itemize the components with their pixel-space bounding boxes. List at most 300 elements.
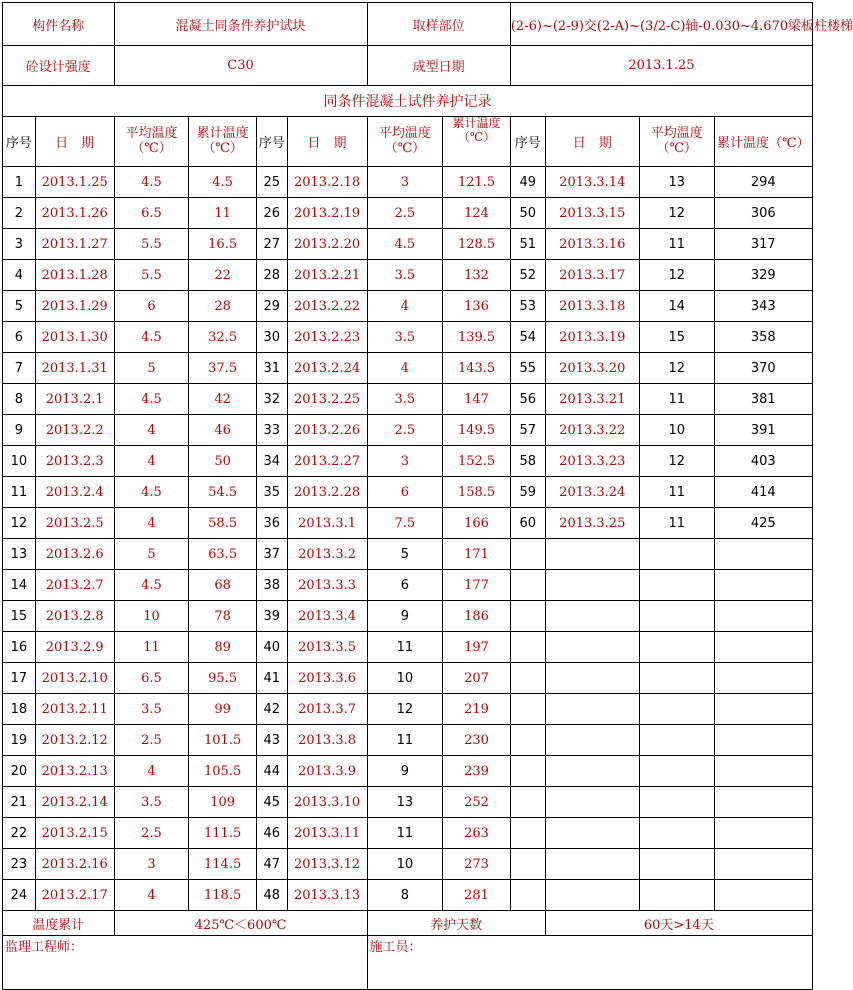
cell-date: 2013.3.7 xyxy=(287,694,367,725)
cell-cum: 158.5 xyxy=(443,477,511,508)
cell-cum: 128.5 xyxy=(443,229,511,260)
cell-date: 2013.3.1 xyxy=(287,508,367,539)
cell-avg xyxy=(639,849,714,880)
cell-seq: 7 xyxy=(3,353,36,384)
header-row-component xyxy=(3,3,813,46)
cell-seq xyxy=(510,756,545,787)
cell-date: 2013.2.15 xyxy=(35,818,114,849)
col-header-date: 日 期 xyxy=(545,117,639,167)
col-header-cum-temp: 累计温度（℃） xyxy=(443,117,511,167)
cell-avg: 5 xyxy=(114,539,189,570)
cell-avg: 9 xyxy=(367,756,443,787)
builder-label: 施工员： xyxy=(367,936,813,990)
cell-seq: 53 xyxy=(510,291,545,322)
cell-cum xyxy=(714,787,812,818)
cell-seq: 8 xyxy=(3,384,36,415)
table-row xyxy=(3,415,813,446)
sampling-value: (2-6)~(2-9)交(2-A)~(3/2-C)轴-0.030~4.670梁板柱楼梯 xyxy=(510,3,812,46)
cell-date: 2013.3.10 xyxy=(287,787,367,818)
cell-seq: 6 xyxy=(3,322,36,353)
cell-avg xyxy=(639,725,714,756)
cell-date: 2013.2.19 xyxy=(287,198,367,229)
cell-date: 2013.2.14 xyxy=(35,787,114,818)
cell-seq xyxy=(510,663,545,694)
cell-avg: 11 xyxy=(639,229,714,260)
cell-cum xyxy=(714,849,812,880)
cell-avg: 3.5 xyxy=(114,694,189,725)
cell-date xyxy=(545,570,639,601)
cell-seq: 3 xyxy=(3,229,36,260)
cell-seq: 47 xyxy=(256,849,287,880)
cell-cum: 132 xyxy=(443,260,511,291)
table-row xyxy=(3,198,813,229)
col-header-avg-temp: 平均温度（℃） xyxy=(114,117,189,167)
table-row xyxy=(3,663,813,694)
cell-seq: 17 xyxy=(3,663,36,694)
curing-days-value: 60天>14天 xyxy=(545,911,812,936)
cell-cum: 22 xyxy=(189,260,257,291)
cell-seq xyxy=(510,818,545,849)
cell-date: 2013.2.16 xyxy=(35,849,114,880)
cell-seq: 14 xyxy=(3,570,36,601)
cell-avg: 11 xyxy=(114,632,189,663)
cell-seq: 9 xyxy=(3,415,36,446)
curing-days-label: 养护天数 xyxy=(367,911,545,936)
cell-avg: 4 xyxy=(114,446,189,477)
cell-cum: 78 xyxy=(189,601,257,632)
cell-seq: 44 xyxy=(256,756,287,787)
cell-cum: 50 xyxy=(189,446,257,477)
cell-cum: 114.5 xyxy=(189,849,257,880)
cell-avg: 5.5 xyxy=(114,260,189,291)
table-row xyxy=(3,880,813,911)
cell-date: 2013.3.19 xyxy=(545,322,639,353)
cell-seq xyxy=(510,880,545,911)
cell-cum: 263 xyxy=(443,818,511,849)
cell-cum: 152.5 xyxy=(443,446,511,477)
table-row xyxy=(3,229,813,260)
cell-cum xyxy=(714,725,812,756)
cell-date: 2013.1.27 xyxy=(35,229,114,260)
cell-date: 2013.2.3 xyxy=(35,446,114,477)
cell-cum: 252 xyxy=(443,787,511,818)
cell-cum: 105.5 xyxy=(189,756,257,787)
cell-cum: 317 xyxy=(714,229,812,260)
cell-date: 2013.1.25 xyxy=(35,167,114,198)
cell-date: 2013.3.18 xyxy=(545,291,639,322)
cell-seq: 56 xyxy=(510,384,545,415)
cell-seq: 50 xyxy=(510,198,545,229)
cell-cum: 281 xyxy=(443,880,511,911)
cell-seq: 55 xyxy=(510,353,545,384)
signature-row xyxy=(3,936,813,990)
cell-avg: 15 xyxy=(639,322,714,353)
cell-avg: 11 xyxy=(367,632,443,663)
cell-avg xyxy=(639,756,714,787)
table-row xyxy=(3,570,813,601)
cell-avg: 4.5 xyxy=(114,570,189,601)
cell-date: 2013.2.1 xyxy=(35,384,114,415)
cell-avg: 11 xyxy=(367,725,443,756)
cell-avg: 4.5 xyxy=(114,167,189,198)
cell-seq: 60 xyxy=(510,508,545,539)
cell-cum: 273 xyxy=(443,849,511,880)
cell-cum: 306 xyxy=(714,198,812,229)
cell-date: 2013.2.12 xyxy=(35,725,114,756)
cell-avg: 2.5 xyxy=(367,198,443,229)
col-header-date: 日 期 xyxy=(35,117,114,167)
cell-avg: 3.5 xyxy=(114,787,189,818)
molding-date-value: 2013.1.25 xyxy=(510,46,812,86)
cell-avg: 3.5 xyxy=(367,384,443,415)
cell-seq: 40 xyxy=(256,632,287,663)
sampling-label: 取样部位 xyxy=(367,3,510,46)
cell-date: 2013.2.11 xyxy=(35,694,114,725)
cell-date: 2013.3.17 xyxy=(545,260,639,291)
cell-date: 2013.2.24 xyxy=(287,353,367,384)
cell-date: 2013.2.6 xyxy=(35,539,114,570)
cell-date: 2013.2.10 xyxy=(35,663,114,694)
table-row xyxy=(3,446,813,477)
cell-avg: 6.5 xyxy=(114,663,189,694)
cell-date: 2013.3.6 xyxy=(287,663,367,694)
cell-seq: 36 xyxy=(256,508,287,539)
cell-cum: 381 xyxy=(714,384,812,415)
cell-avg: 12 xyxy=(639,353,714,384)
cell-avg: 2.5 xyxy=(114,818,189,849)
table-row xyxy=(3,601,813,632)
cell-avg: 11 xyxy=(639,508,714,539)
cell-seq: 1 xyxy=(3,167,36,198)
cell-cum xyxy=(714,570,812,601)
cell-date: 2013.2.28 xyxy=(287,477,367,508)
cell-cum: 177 xyxy=(443,570,511,601)
cell-avg: 3 xyxy=(367,446,443,477)
cell-date: 2013.3.2 xyxy=(287,539,367,570)
cell-avg: 9 xyxy=(367,601,443,632)
table-row xyxy=(3,756,813,787)
table-row xyxy=(3,787,813,818)
cell-avg: 5 xyxy=(114,353,189,384)
table-row xyxy=(3,632,813,663)
cell-avg: 4.5 xyxy=(114,477,189,508)
col-header-seq: 序号 xyxy=(256,117,287,167)
cell-cum: 32.5 xyxy=(189,322,257,353)
cell-avg: 2.5 xyxy=(114,725,189,756)
cell-seq: 38 xyxy=(256,570,287,601)
cell-cum: 68 xyxy=(189,570,257,601)
cell-seq: 18 xyxy=(3,694,36,725)
cell-date: 2013.3.14 xyxy=(545,167,639,198)
component-value: 混凝土同条件养护试块 xyxy=(114,3,367,46)
cell-cum: 197 xyxy=(443,632,511,663)
cell-date: 2013.2.4 xyxy=(35,477,114,508)
cell-cum: 239 xyxy=(443,756,511,787)
cell-avg: 6.5 xyxy=(114,198,189,229)
cell-cum: 139.5 xyxy=(443,322,511,353)
cell-date: 2013.3.5 xyxy=(287,632,367,663)
cell-avg: 12 xyxy=(639,446,714,477)
cell-date xyxy=(545,632,639,663)
data-body xyxy=(3,167,813,911)
cell-seq: 2 xyxy=(3,198,36,229)
cell-avg: 4.5 xyxy=(114,384,189,415)
cell-cum: 425 xyxy=(714,508,812,539)
cell-date: 2013.2.17 xyxy=(35,880,114,911)
cell-seq: 5 xyxy=(3,291,36,322)
cell-date xyxy=(545,539,639,570)
cell-date: 2013.2.21 xyxy=(287,260,367,291)
component-label: 构件名称 xyxy=(3,3,115,46)
cell-avg: 2.5 xyxy=(367,415,443,446)
cell-cum xyxy=(714,756,812,787)
cell-date xyxy=(545,818,639,849)
cell-avg: 10 xyxy=(114,601,189,632)
col-header-avg-temp: 平均温度（℃） xyxy=(367,117,443,167)
cell-avg: 13 xyxy=(639,167,714,198)
cell-date: 2013.1.26 xyxy=(35,198,114,229)
header-row-strength xyxy=(3,46,813,86)
cell-cum: 171 xyxy=(443,539,511,570)
cell-avg xyxy=(639,694,714,725)
cell-cum: 16.5 xyxy=(189,229,257,260)
cell-cum: 147 xyxy=(443,384,511,415)
cell-cum: 149.5 xyxy=(443,415,511,446)
column-header-row xyxy=(3,117,813,167)
col-header-avg-temp: 平均温度（℃） xyxy=(639,117,714,167)
cell-seq: 48 xyxy=(256,880,287,911)
cell-date: 2013.2.26 xyxy=(287,415,367,446)
cell-avg xyxy=(639,663,714,694)
cell-cum: 42 xyxy=(189,384,257,415)
cell-cum: 230 xyxy=(443,725,511,756)
cell-cum: 358 xyxy=(714,322,812,353)
cell-date xyxy=(545,694,639,725)
cell-avg: 6 xyxy=(367,477,443,508)
cell-cum: 4.5 xyxy=(189,167,257,198)
cell-avg: 5.5 xyxy=(114,229,189,260)
cell-date: 2013.3.23 xyxy=(545,446,639,477)
temp-sum-label: 温度累计 xyxy=(3,911,115,936)
table-row xyxy=(3,725,813,756)
cell-cum: 99 xyxy=(189,694,257,725)
cell-cum: 186 xyxy=(443,601,511,632)
cell-date: 2013.3.3 xyxy=(287,570,367,601)
cell-seq: 34 xyxy=(256,446,287,477)
cell-avg: 10 xyxy=(367,849,443,880)
cell-seq: 19 xyxy=(3,725,36,756)
cell-avg xyxy=(639,601,714,632)
cell-date: 2013.2.7 xyxy=(35,570,114,601)
cell-date xyxy=(545,849,639,880)
cell-cum: 143.5 xyxy=(443,353,511,384)
cell-avg: 7.5 xyxy=(367,508,443,539)
curing-record-table xyxy=(2,2,853,990)
cell-avg: 10 xyxy=(367,663,443,694)
cell-seq: 35 xyxy=(256,477,287,508)
cell-date: 2013.2.2 xyxy=(35,415,114,446)
cell-avg: 4 xyxy=(114,508,189,539)
cell-date xyxy=(545,787,639,818)
cell-avg: 11 xyxy=(639,384,714,415)
cell-cum: 124 xyxy=(443,198,511,229)
cell-cum: 111.5 xyxy=(189,818,257,849)
cell-date: 2013.3.11 xyxy=(287,818,367,849)
cell-seq xyxy=(510,787,545,818)
cell-avg: 4.5 xyxy=(367,229,443,260)
cell-cum: 370 xyxy=(714,353,812,384)
cell-cum: 219 xyxy=(443,694,511,725)
summary-row xyxy=(3,911,813,936)
cell-seq: 11 xyxy=(3,477,36,508)
cell-seq: 22 xyxy=(3,818,36,849)
table-row xyxy=(3,508,813,539)
table-row xyxy=(3,539,813,570)
cell-avg: 3 xyxy=(114,849,189,880)
cell-date xyxy=(545,756,639,787)
cell-cum: 118.5 xyxy=(189,880,257,911)
cell-date: 2013.2.13 xyxy=(35,756,114,787)
cell-cum: 166 xyxy=(443,508,511,539)
cell-seq: 15 xyxy=(3,601,36,632)
cell-seq: 32 xyxy=(256,384,287,415)
cell-seq: 37 xyxy=(256,539,287,570)
cell-seq: 52 xyxy=(510,260,545,291)
cell-date: 2013.2.5 xyxy=(35,508,114,539)
cell-cum: 109 xyxy=(189,787,257,818)
cell-avg: 6 xyxy=(114,291,189,322)
cell-cum xyxy=(714,601,812,632)
cell-avg: 10 xyxy=(639,415,714,446)
cell-date: 2013.2.18 xyxy=(287,167,367,198)
cell-seq: 41 xyxy=(256,663,287,694)
cell-cum xyxy=(714,663,812,694)
cell-avg: 12 xyxy=(639,198,714,229)
cell-cum: 329 xyxy=(714,260,812,291)
cell-cum: 95.5 xyxy=(189,663,257,694)
cell-seq: 13 xyxy=(3,539,36,570)
cell-date: 2013.1.28 xyxy=(35,260,114,291)
cell-avg: 12 xyxy=(639,260,714,291)
cell-cum xyxy=(714,694,812,725)
cell-cum: 37.5 xyxy=(189,353,257,384)
cell-seq: 21 xyxy=(3,787,36,818)
cell-cum xyxy=(714,632,812,663)
cell-seq: 57 xyxy=(510,415,545,446)
cell-cum: 11 xyxy=(189,198,257,229)
cell-date: 2013.3.8 xyxy=(287,725,367,756)
cell-seq: 33 xyxy=(256,415,287,446)
cell-date: 2013.2.8 xyxy=(35,601,114,632)
cell-seq xyxy=(510,539,545,570)
cell-seq: 42 xyxy=(256,694,287,725)
cell-avg: 3 xyxy=(367,167,443,198)
table-row xyxy=(3,322,813,353)
table-row xyxy=(3,167,813,198)
col-header-seq: 序号 xyxy=(3,117,36,167)
cell-date xyxy=(545,663,639,694)
cell-seq: 10 xyxy=(3,446,36,477)
cell-cum: 63.5 xyxy=(189,539,257,570)
cell-avg: 4.5 xyxy=(114,322,189,353)
cell-date: 2013.3.12 xyxy=(287,849,367,880)
cell-avg xyxy=(639,539,714,570)
cell-seq: 31 xyxy=(256,353,287,384)
supervisor-label: 监理工程师： xyxy=(3,936,368,990)
molding-date-label: 成型日期 xyxy=(367,46,510,86)
cell-seq: 30 xyxy=(256,322,287,353)
cell-cum: 414 xyxy=(714,477,812,508)
table-row xyxy=(3,384,813,415)
cell-cum xyxy=(714,818,812,849)
table-row xyxy=(3,477,813,508)
cell-date: 2013.3.13 xyxy=(287,880,367,911)
cell-seq: 54 xyxy=(510,322,545,353)
cell-cum: 136 xyxy=(443,291,511,322)
cell-seq: 24 xyxy=(3,880,36,911)
cell-avg xyxy=(639,880,714,911)
cell-cum xyxy=(714,539,812,570)
table-row xyxy=(3,818,813,849)
cell-cum: 58.5 xyxy=(189,508,257,539)
cell-cum: 54.5 xyxy=(189,477,257,508)
cell-cum: 391 xyxy=(714,415,812,446)
cell-seq: 46 xyxy=(256,818,287,849)
cell-date: 2013.1.30 xyxy=(35,322,114,353)
cell-avg: 5 xyxy=(367,539,443,570)
cell-date: 2013.1.29 xyxy=(35,291,114,322)
cell-seq xyxy=(510,570,545,601)
cell-avg xyxy=(639,818,714,849)
cell-date: 2013.3.22 xyxy=(545,415,639,446)
cell-avg: 14 xyxy=(639,291,714,322)
cell-avg xyxy=(639,787,714,818)
table-row xyxy=(3,353,813,384)
col-header-cum-temp: 累计温度（℃） xyxy=(189,117,257,167)
cell-seq: 28 xyxy=(256,260,287,291)
cell-cum: 121.5 xyxy=(443,167,511,198)
col-header-date: 日 期 xyxy=(287,117,367,167)
cell-seq xyxy=(510,601,545,632)
cell-seq: 25 xyxy=(256,167,287,198)
cell-avg: 12 xyxy=(367,694,443,725)
cell-cum: 403 xyxy=(714,446,812,477)
cell-date: 2013.2.22 xyxy=(287,291,367,322)
cell-cum: 101.5 xyxy=(189,725,257,756)
cell-cum: 46 xyxy=(189,415,257,446)
cell-cum xyxy=(714,880,812,911)
table-row xyxy=(3,694,813,725)
cell-date: 2013.3.20 xyxy=(545,353,639,384)
strength-label: 砼设计强度 xyxy=(3,46,115,86)
cell-date: 2013.2.27 xyxy=(287,446,367,477)
cell-date: 2013.3.24 xyxy=(545,477,639,508)
cell-seq xyxy=(510,849,545,880)
cell-date xyxy=(545,601,639,632)
cell-avg: 11 xyxy=(639,477,714,508)
col-header-seq: 序号 xyxy=(510,117,545,167)
cell-avg: 8 xyxy=(367,880,443,911)
cell-avg: 4 xyxy=(367,291,443,322)
cell-seq: 39 xyxy=(256,601,287,632)
table-row xyxy=(3,260,813,291)
cell-seq: 29 xyxy=(256,291,287,322)
cell-avg xyxy=(639,570,714,601)
cell-avg: 4 xyxy=(114,415,189,446)
section-title-row xyxy=(3,86,813,117)
cell-seq: 26 xyxy=(256,198,287,229)
section-title: 同条件混凝土试件养护记录 xyxy=(3,86,813,117)
